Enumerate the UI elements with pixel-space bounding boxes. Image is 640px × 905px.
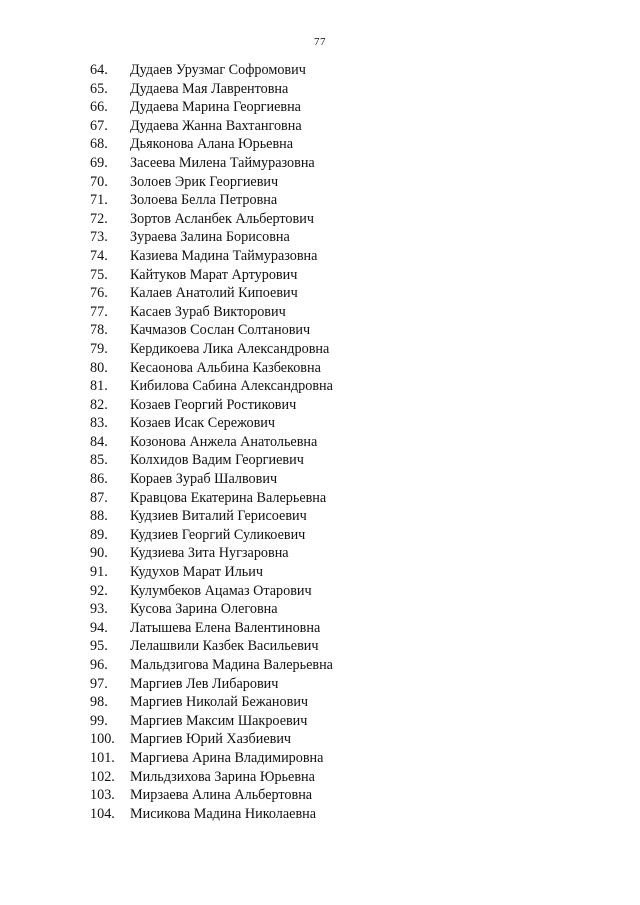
list-item	[90, 675, 333, 694]
entry-full-name: Колхидов Вадим Георгиевич	[130, 452, 304, 469]
list-item	[90, 544, 333, 563]
entry-number: 85.	[90, 452, 108, 469]
entry-number: 101.	[90, 749, 115, 766]
entry-full-name: Кусова Зарина Олеговна	[130, 601, 278, 618]
entry-number: 90.	[90, 545, 108, 562]
entry-full-name: Мильдзихова Зарина Юрьевна	[130, 768, 315, 785]
entry-full-name: Козаев Георгий Ростикович	[130, 396, 297, 413]
list-item	[90, 768, 333, 787]
entry-full-name: Кибилова Сабина Александровна	[130, 378, 333, 395]
list-item	[90, 433, 333, 452]
entry-number: 91.	[90, 564, 108, 581]
list-item	[90, 712, 333, 731]
list-item	[90, 470, 333, 489]
list-item	[90, 600, 333, 619]
entry-number: 100.	[90, 731, 115, 748]
list-item	[90, 656, 333, 675]
entry-number: 67.	[90, 117, 108, 134]
list-item	[90, 228, 333, 247]
entry-number: 97.	[90, 675, 108, 692]
entry-full-name: Латышева Елена Валентиновна	[130, 619, 321, 636]
list-item	[90, 786, 333, 805]
list-item	[90, 117, 333, 136]
entry-full-name: Кудзиева Зита Нугзаровна	[130, 545, 289, 562]
list-item	[90, 154, 333, 173]
entry-number: 87.	[90, 489, 108, 506]
entry-full-name: Дудаев Урузмаг Софромович	[130, 62, 306, 78]
page-number: 77	[314, 36, 326, 48]
list-item	[90, 98, 333, 117]
entry-full-name: Кораев Зураб Шалвович	[130, 471, 278, 488]
list-item	[90, 321, 333, 340]
entry-full-name: Касаев Зураб Викторович	[130, 303, 286, 320]
entry-number: 94.	[90, 619, 108, 636]
entry-number: 78.	[90, 322, 108, 339]
entry-number: 77.	[90, 303, 108, 320]
entry-number: 89.	[90, 526, 108, 543]
entry-full-name: Казиева Мадина Таймуразовна	[130, 247, 318, 264]
entry-full-name: Маргиева Арина Владимировна	[130, 749, 324, 766]
entry-full-name: Мисикова Мадина Николаевна	[130, 805, 317, 822]
entry-number: 70.	[90, 173, 108, 190]
entry-full-name: Качмазов Сослан Солтанович	[130, 322, 311, 339]
list-item	[90, 582, 333, 601]
entry-full-name: Засеева Милена Таймуразовна	[130, 154, 315, 171]
entry-number: 88.	[90, 508, 108, 525]
entry-full-name: Кудухов Марат Ильич	[130, 564, 264, 581]
entry-full-name: Дудаева Жанна Вахтанговна	[130, 117, 302, 134]
list-item	[90, 135, 333, 154]
entry-number: 86.	[90, 471, 108, 488]
list-item	[90, 266, 333, 285]
entry-full-name: Дудаева Марина Георгиевна	[130, 99, 301, 116]
list-item	[90, 359, 333, 378]
list-item	[90, 507, 333, 526]
entry-full-name: Зураева Залина Борисовна	[130, 229, 290, 246]
list-item	[90, 693, 333, 712]
entry-full-name: Кайтуков Марат Артурович	[130, 266, 298, 283]
list-item	[90, 619, 333, 638]
entry-full-name: Калаев Анатолий Кипоевич	[130, 285, 298, 302]
list-item	[90, 526, 333, 545]
entry-number: 84.	[90, 433, 108, 450]
entry-full-name: Дудаева Мая Лаврентовна	[130, 80, 289, 97]
list-item	[90, 247, 333, 266]
list-item	[90, 284, 333, 303]
entry-number: 92.	[90, 582, 108, 599]
list-item	[90, 173, 333, 192]
name-list	[90, 61, 333, 823]
entry-number: 99.	[90, 712, 108, 729]
entry-full-name: Козаев Исак Сережович	[130, 415, 276, 432]
entry-number: 95.	[90, 638, 108, 655]
entry-full-name: Золоева Белла Петровна	[130, 192, 278, 209]
entry-full-name: Кравцова Екатерина Валерьевна	[130, 489, 327, 506]
entry-number: 98.	[90, 694, 108, 711]
entry-full-name: Козонова Анжела Анатольевна	[130, 433, 318, 450]
list-item	[90, 805, 333, 824]
entry-full-name: Дьяконова Алана Юрьевна	[130, 136, 294, 153]
entry-full-name: Кулумбеков Ацамаз Отарович	[130, 582, 312, 599]
entry-number: 65.	[90, 80, 108, 97]
list-item	[90, 191, 333, 210]
entry-number: 73.	[90, 229, 108, 246]
entry-full-name: Мальдзигова Мадина Валерьевна	[130, 657, 333, 673]
list-item	[90, 749, 333, 768]
list-item	[90, 61, 333, 80]
entry-full-name: Маргиев Максим Шакроевич	[130, 712, 308, 729]
list-item	[90, 210, 333, 229]
entry-full-name: Маргиев Юрий Хазбиевич	[130, 731, 292, 748]
entry-full-name: Кудзиев Георгий Суликоевич	[130, 526, 306, 543]
list-item	[90, 563, 333, 582]
entry-full-name: Кудзиев Виталий Герисоевич	[130, 508, 307, 525]
list-item	[90, 414, 333, 433]
entry-number: 104.	[90, 805, 115, 822]
entry-number: 74.	[90, 247, 108, 264]
list-item	[90, 489, 333, 508]
entry-full-name: Лелашвили Казбек Васильевич	[130, 638, 319, 655]
entry-full-name: Кердикоева Лика Александровна	[130, 340, 330, 357]
list-item	[90, 340, 333, 359]
list-item	[90, 396, 333, 415]
entry-number: 72.	[90, 210, 108, 227]
entry-number: 76.	[90, 285, 108, 302]
entry-number: 102.	[90, 768, 115, 785]
list-item	[90, 730, 333, 749]
entry-number: 66.	[90, 99, 108, 116]
entry-number: 79.	[90, 340, 108, 357]
entry-full-name: Кесаонова Альбина Казбековна	[130, 359, 321, 376]
entry-full-name: Зортов Асланбек Альбертович	[130, 210, 314, 227]
entry-full-name: Маргиев Лев Либарович	[130, 675, 279, 692]
entry-number: 103.	[90, 787, 115, 804]
entry-number: 68.	[90, 136, 108, 153]
entry-number: 69.	[90, 154, 108, 171]
entry-number: 83.	[90, 415, 108, 432]
entry-full-name: Золоев Эрик Георгиевич	[130, 173, 279, 190]
list-item	[90, 637, 333, 656]
entry-number: 75.	[90, 266, 108, 283]
list-item	[90, 80, 333, 99]
list-item	[90, 303, 333, 322]
entry-number: 96.	[90, 657, 108, 673]
list-item	[90, 377, 333, 396]
entry-number: 71.	[90, 192, 108, 209]
entry-number: 80.	[90, 359, 108, 376]
entry-full-name: Маргиев Николай Бежанович	[130, 694, 309, 711]
entry-number: 93.	[90, 601, 108, 618]
list-item	[90, 451, 333, 470]
entry-full-name: Мирзаева Алина Альбертовна	[130, 787, 313, 804]
entry-number: 82.	[90, 396, 108, 413]
entry-number: 81.	[90, 378, 108, 395]
entry-number: 64.	[90, 62, 108, 78]
